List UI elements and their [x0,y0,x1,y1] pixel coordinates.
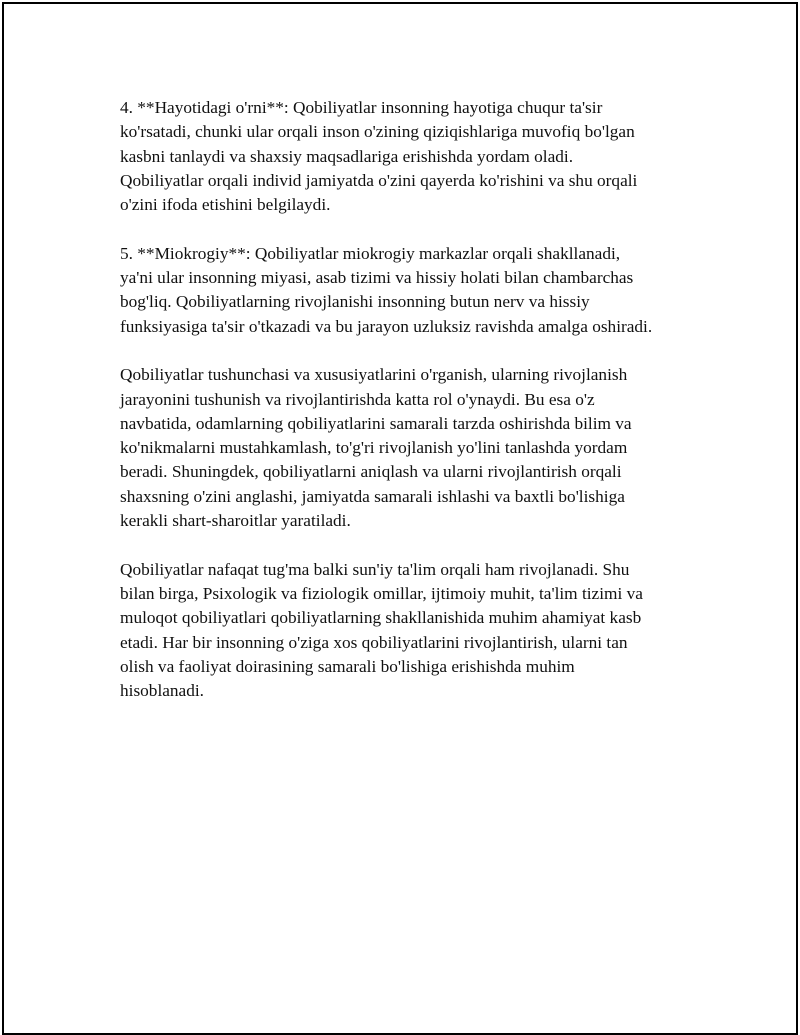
paragraph-hayotidagi-orni [120,96,700,217]
text-line: jarayonini tushunish va rivojlantirishda katta rol o'ynaydi. Bu esa o'z [120,389,595,409]
paragraph-miokrogiy [120,242,700,339]
text-line: muloqot qobiliyatlari qobiliyatlarning shakllanishida muhim ahamiyat kasb [120,608,642,628]
text-line: hisoblanadi. [120,681,204,701]
paragraph-qobiliyatlar-nafaqat [120,558,700,704]
text-line: Qobiliyatlar nafaqat tug'ma balki sun'iy ta'lim orqali ham rivojlanadi. Shu [120,559,630,579]
text-line: beradi. Shuningdek, qobiliyatlarni aniqlash va ularni rivojlantirish orqali [120,462,622,482]
text-line: Qobiliyatlar orqali individ jamiyatda o'zini qayerda ko'rishini va shu orqali [120,170,638,190]
text-line: o'zini ifoda etishini belgilaydi. [120,195,331,215]
text-line: funksiyasiga ta'sir o'tkazadi va bu jarayon uzluksiz ravishda amalga oshiradi. [120,316,653,336]
text-line: shaxsning o'zini anglashi, jamiyatda samarali ishlashi va baxtli bo'lishiga [120,486,625,506]
text-line: 4. **Hayotidagi o'rni**: Qobiliyatlar insonning hayotiga chuqur ta'sir [120,98,603,117]
text-line: ko'nikmalarni mustahkamlash, to'g'ri rivojlanish yo'lini tanlashda yordam [120,438,628,458]
document-body [120,96,700,728]
text-line: Qobiliyatlar tushunchasi va xususiyatlarini o'rganish, ularning rivojlanish [120,365,628,385]
text-line: kasbni tanlaydi va shaxsiy maqsadlariga erishishda yordam oladi. [120,146,574,166]
text-line: ko'rsatadi, chunki ular orqali inson o'zining qiziqishlariga muvofiq bo'lgan [120,122,635,142]
text-line: ya'ni ular insonning miyasi, asab tizimi va hissiy holati bilan chambarchas [120,268,634,288]
text-line: kerakli shart-sharoitlar yaratiladi. [120,511,351,531]
text-line: bog'liq. Qobiliyatlarning rivojlanishi insonning butun nerv va hissiy [120,292,590,312]
document-page [2,2,798,1035]
text-line: 5. **Miokrogiy**: Qobiliyatlar miokrogiy markazlar orqali shakllanadi, [120,243,621,263]
text-line: olish va faoliyat doirasining samarali bo'lishiga erishishda muhim [120,656,575,676]
text-line: bilan birga, Psixologik va fiziologik omillar, ijtimoiy muhit, ta'lim tizimi va [120,583,643,603]
text-line: navbatida, odamlarning qobiliyatlarini samarali tarzda oshirishda bilim va [120,413,632,433]
text-line: etadi. Har bir insonning o'ziga xos qobiliyatlarini rivojlantirish, ularni tan [120,632,628,652]
paragraph-qobiliyatlar-tushunchasi [120,363,700,533]
